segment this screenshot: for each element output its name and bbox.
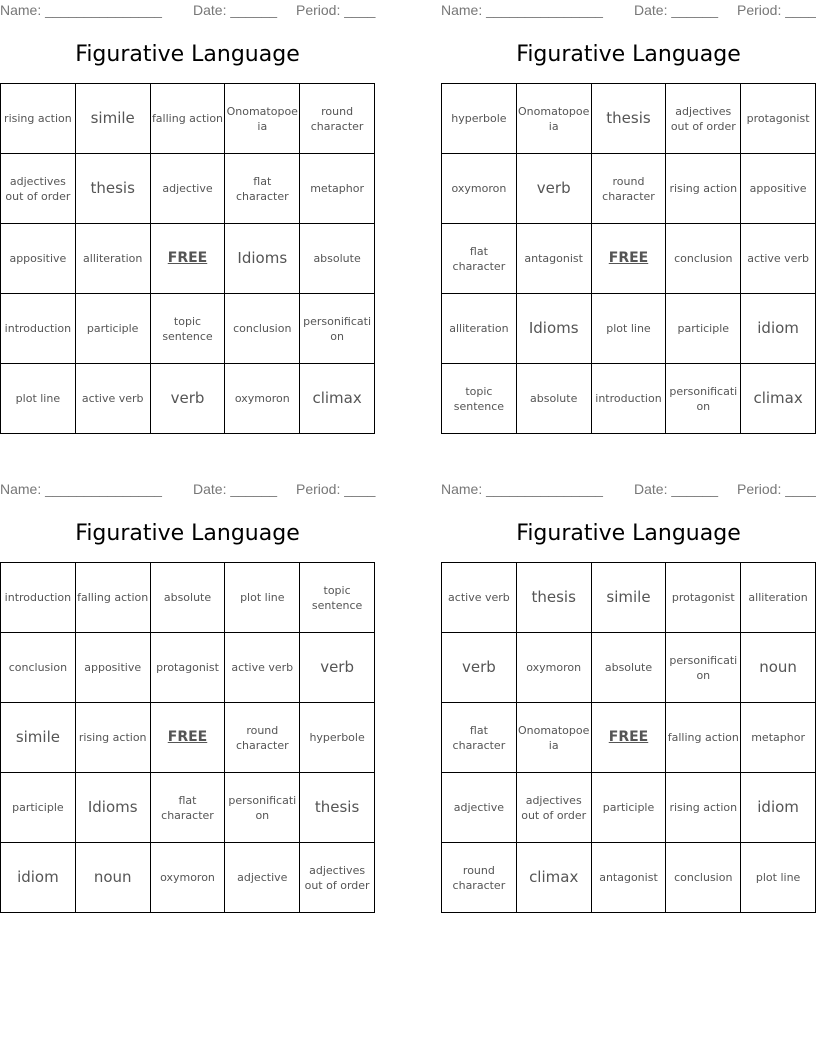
bingo-cell: active verb	[225, 633, 300, 703]
bingo-cell: introduction	[592, 364, 667, 434]
bingo-grid	[441, 562, 816, 913]
bingo-grid	[0, 83, 375, 434]
date-field: Date: ______	[634, 481, 719, 497]
bingo-cell: topic sentence	[442, 364, 517, 434]
bingo-cell: active verb	[76, 364, 151, 434]
bingo-cell: topic sentence	[300, 563, 375, 633]
bingo-grid	[441, 83, 816, 434]
date-field: Date: ______	[193, 2, 278, 18]
bingo-cell: thesis	[517, 563, 592, 633]
card-header	[0, 481, 375, 499]
bingo-cell: personification	[225, 773, 300, 843]
bingo-cell: Onomatopoeia	[225, 84, 300, 154]
bingo-cell: conclusion	[666, 843, 741, 913]
bingo-cell: round character	[442, 843, 517, 913]
bingo-cell: oxymoron	[517, 633, 592, 703]
bingo-cell: absolute	[151, 563, 226, 633]
bingo-cell: antagonist	[517, 224, 592, 294]
bingo-cell: idiom	[741, 294, 816, 364]
bingo-cell: introduction	[1, 563, 76, 633]
bingo-cell: rising action	[666, 154, 741, 224]
bingo-cell: thesis	[76, 154, 151, 224]
bingo-cell: appositive	[741, 154, 816, 224]
bingo-cell: introduction	[1, 294, 76, 364]
bingo-cell: adjectives out of order	[517, 773, 592, 843]
bingo-cell: absolute	[592, 633, 667, 703]
bingo-cell: idiom	[1, 843, 76, 913]
bingo-card-2	[441, 0, 816, 440]
bingo-cell: noun	[741, 633, 816, 703]
free-space: FREE	[592, 224, 667, 294]
bingo-card-3	[0, 479, 375, 919]
bingo-cell: rising action	[1, 84, 76, 154]
bingo-cell: adjectives out of order	[666, 84, 741, 154]
bingo-cell: verb	[300, 633, 375, 703]
bingo-cell: Idioms	[225, 224, 300, 294]
bingo-cell: antagonist	[592, 843, 667, 913]
bingo-cell: appositive	[1, 224, 76, 294]
bingo-cell: adjectives out of order	[1, 154, 76, 224]
bingo-cell: verb	[517, 154, 592, 224]
bingo-cell: participle	[666, 294, 741, 364]
bingo-cell: Idioms	[76, 773, 151, 843]
bingo-cell: metaphor	[741, 703, 816, 773]
bingo-card-1	[0, 0, 375, 440]
card-title: Figurative Language	[516, 521, 741, 546]
bingo-cell: Idioms	[517, 294, 592, 364]
bingo-cell: rising action	[666, 773, 741, 843]
bingo-cell: active verb	[442, 563, 517, 633]
bingo-cell: adjective	[225, 843, 300, 913]
bingo-cell: protagonist	[741, 84, 816, 154]
bingo-cell: thesis	[592, 84, 667, 154]
bingo-cell: conclusion	[225, 294, 300, 364]
bingo-cell: round character	[225, 703, 300, 773]
bingo-cell: plot line	[741, 843, 816, 913]
bingo-cell: simile	[76, 84, 151, 154]
bingo-cell: topic sentence	[151, 294, 226, 364]
bingo-cell: hyperbole	[442, 84, 517, 154]
bingo-cell: absolute	[517, 364, 592, 434]
free-space: FREE	[151, 224, 226, 294]
bingo-cell: plot line	[225, 563, 300, 633]
name-field: Name: _______________	[0, 481, 162, 497]
bingo-cell: falling action	[666, 703, 741, 773]
bingo-cell: personification	[666, 633, 741, 703]
bingo-cell: verb	[151, 364, 226, 434]
bingo-cell: adjective	[151, 154, 226, 224]
date-field: Date: ______	[193, 481, 278, 497]
bingo-cell: adjective	[442, 773, 517, 843]
bingo-cell: climax	[517, 843, 592, 913]
bingo-cell: participle	[76, 294, 151, 364]
period-field: Period: ____	[737, 481, 816, 497]
bingo-cell: simile	[592, 563, 667, 633]
period-field: Period: ____	[296, 2, 376, 18]
bingo-cell: conclusion	[666, 224, 741, 294]
bingo-cell: conclusion	[1, 633, 76, 703]
bingo-cell: absolute	[300, 224, 375, 294]
bingo-cell: Onomatopoeia	[517, 84, 592, 154]
bingo-cell: round character	[300, 84, 375, 154]
card-header	[441, 2, 816, 20]
name-field: Name: _______________	[441, 2, 603, 18]
free-space: FREE	[592, 703, 667, 773]
bingo-cell: oxymoron	[442, 154, 517, 224]
bingo-cell: adjectives out of order	[300, 843, 375, 913]
bingo-cell: oxymoron	[225, 364, 300, 434]
bingo-cell: climax	[741, 364, 816, 434]
bingo-cell: falling action	[76, 563, 151, 633]
bingo-cell: personification	[666, 364, 741, 434]
bingo-cell: falling action	[151, 84, 226, 154]
name-field: Name: _______________	[441, 481, 603, 497]
bingo-cell: Onomatopoeia	[517, 703, 592, 773]
bingo-cell: alliteration	[76, 224, 151, 294]
bingo-cell: alliteration	[741, 563, 816, 633]
bingo-cell: noun	[76, 843, 151, 913]
bingo-cell: flat character	[225, 154, 300, 224]
bingo-cell: flat character	[151, 773, 226, 843]
bingo-card-4	[441, 479, 816, 919]
bingo-cell: alliteration	[442, 294, 517, 364]
bingo-cell: appositive	[76, 633, 151, 703]
bingo-cell: protagonist	[666, 563, 741, 633]
card-title: Figurative Language	[516, 42, 741, 67]
period-field: Period: ____	[296, 481, 376, 497]
bingo-cell: metaphor	[300, 154, 375, 224]
card-title: Figurative Language	[75, 521, 300, 546]
bingo-cell: simile	[1, 703, 76, 773]
bingo-grid	[0, 562, 375, 913]
bingo-cell: hyperbole	[300, 703, 375, 773]
bingo-cell: rising action	[76, 703, 151, 773]
bingo-cell: participle	[592, 773, 667, 843]
bingo-cell: idiom	[741, 773, 816, 843]
bingo-cell: flat character	[442, 703, 517, 773]
card-title: Figurative Language	[75, 42, 300, 67]
bingo-cell: participle	[1, 773, 76, 843]
bingo-cell: protagonist	[151, 633, 226, 703]
bingo-cell: plot line	[592, 294, 667, 364]
date-field: Date: ______	[634, 2, 719, 18]
bingo-cell: thesis	[300, 773, 375, 843]
card-header	[0, 2, 375, 20]
bingo-cell: flat character	[442, 224, 517, 294]
free-space: FREE	[151, 703, 226, 773]
bingo-cell: climax	[300, 364, 375, 434]
period-field: Period: ____	[737, 2, 816, 18]
card-header	[441, 481, 816, 499]
bingo-cell: active verb	[741, 224, 816, 294]
bingo-cell: plot line	[1, 364, 76, 434]
bingo-cell: verb	[442, 633, 517, 703]
name-field: Name: _______________	[0, 2, 162, 18]
bingo-cell: round character	[592, 154, 667, 224]
bingo-cell: oxymoron	[151, 843, 226, 913]
bingo-cell: personification	[300, 294, 375, 364]
